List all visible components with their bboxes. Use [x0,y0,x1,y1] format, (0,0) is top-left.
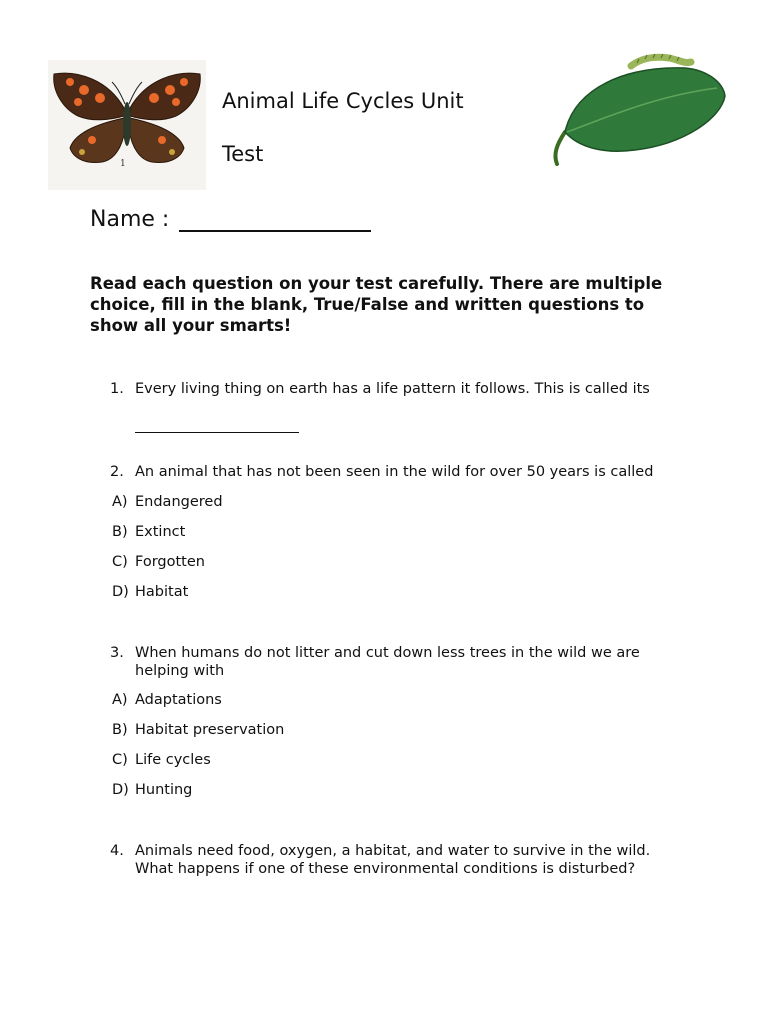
option-text: Extinct [135,524,186,540]
option-text: Hunting [135,782,193,798]
option-q3-a[interactable] [112,691,222,709]
option-text: Forgotten [135,554,205,570]
option-q3-d[interactable] [112,781,192,799]
question-number: 4. [110,843,124,859]
option-letter: B) [112,524,128,540]
option-letter: A) [112,494,128,510]
question-number: 2. [110,464,124,480]
option-letter: D) [112,584,129,600]
option-letter: B) [112,722,128,738]
option-text: Life cycles [135,752,211,768]
option-text: Habitat [135,584,189,600]
question-text: Animals need food, oxygen, a habitat, and water to survive in the wild. What happens if one of these environmental conditions is disturbed? [135,843,651,877]
option-q3-c[interactable] [112,751,211,769]
page-title: Animal Life Cycles Unit [222,89,464,113]
option-text: Habitat preservation [135,722,285,738]
option-letter: C) [112,752,128,768]
option-letter: C) [112,554,128,570]
option-q2-b[interactable] [112,523,185,541]
option-letter: D) [112,782,129,798]
option-text: Endangered [135,494,223,510]
question-number: 1. [110,381,124,397]
option-q2-d[interactable] [112,583,188,601]
question-number: 3. [110,645,124,661]
question-text: When humans do not litter and cut down less trees in the wild we are helping with [135,645,640,679]
butterfly-caption: 1 [120,159,126,169]
question-text: Every living thing on earth has a life pattern it follows. This is called its [135,381,650,397]
option-letter: A) [112,692,128,708]
answer-blank-line[interactable] [135,432,299,433]
page-subtitle: Test [222,142,264,166]
option-q2-c[interactable] [112,553,205,571]
option-text: Adaptations [135,692,222,708]
butterfly-image [48,60,206,190]
option-q3-b[interactable] [112,721,284,739]
name-label: Name : [90,207,170,232]
option-q2-a[interactable] [112,493,223,511]
name-blank-line[interactable] [179,230,371,232]
question-text: An animal that has not been seen in the wild for over 50 years is called [135,464,654,480]
instructions: Read each question on your test carefully. There are multiple choice, fill in the blank, True/False and written questions to show all your smarts! [90,274,663,335]
leaf-caterpillar-image [545,48,730,170]
